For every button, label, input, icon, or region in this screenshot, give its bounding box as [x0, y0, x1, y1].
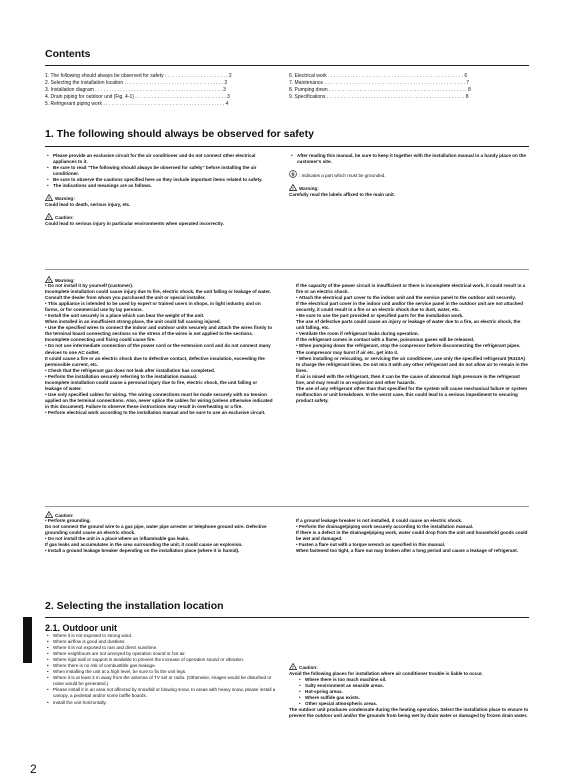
toc-entry[interactable]: 1. The following should always be observed for safety . . . . . . . . . . . . . . . . . . . . . . . 2	[45, 73, 232, 79]
location-list	[45, 633, 277, 706]
location-item: • Where airflow is good and dustless.	[53, 639, 277, 645]
warning-label: Warning:	[55, 196, 75, 202]
svg-text:!: !	[292, 664, 294, 670]
caut-block-label: Caution:	[55, 513, 74, 518]
toc-entry[interactable]: 3. Installation diagram . . . . . . . . . . . . . . . . . . . . . . . . . . . . . . . . . . . . . . . . . . . . . . 3	[45, 87, 226, 93]
warning-right-label: Warning:	[299, 186, 319, 192]
location-item: • Where it is not exposed to strong wind.	[53, 633, 277, 639]
location-item: • Where it is not exposed to rain and direct sunshine.	[53, 645, 277, 651]
section-1-title: 1. The following should always be observed for safety	[45, 128, 314, 140]
ground-icon	[289, 170, 297, 178]
intro-item: • Be sure to observe the cautions specified here as they include important items related to safety.	[53, 177, 275, 183]
divider	[45, 65, 529, 66]
ground-text: : Indicates a part which must be grounded.	[299, 173, 386, 179]
contents-title: Contents	[45, 48, 91, 60]
caution-item: • Hot-spring areas.	[305, 689, 529, 695]
divider	[45, 146, 529, 147]
location-item: • Please install it in an area not affected by snowfall or blowing snow. In areas with heavy snow, please install a canopy, a pedestal and/or some baffle boards.	[53, 687, 277, 699]
caution-item: • Salty environment as seaside areas.	[305, 683, 529, 689]
subsection-title: 2.1. Outdoor unit	[45, 623, 117, 633]
toc-entry[interactable]: 8. Pumping down . . . . . . . . . . . . . . . . . . . . . . . . . . . . . . . . . . . . . . . . . . . . . . . . . . 8	[289, 87, 471, 93]
caution-item: • Other special atmospheric areas.	[305, 701, 529, 707]
caution-icon	[45, 213, 53, 220]
caution-icon	[289, 663, 297, 670]
warn-block-right: If the capacity of the power circuit is insufficient or there is incomplete electrical work, it could result in a fire or an electric shock. • Attach the electrical part cover to the indoor unit and the service panel to the outdoor unit securely. If the electrical part cover in the indoor unit and/or the service panel in the outdoor unit are not attached securely, it could result in a fire or an electric shock due to dust, water, etc. • Be sure to use the part provided or specified parts for the installation work. The use of defective parts could cause an injury or leakage of water due to a fire, an electric shock, the unit falling, etc. • Ventilate the room if refrigerant leaks during operation. If the refrigerant comes in contact with a flame, poisonous gases will be released. • When pumping down the refrigerant, stop the compressor before disconnecting the refrigerant pipes. The compressor may burst if air etc. get into it. • When installing or relocating, or servicing the air conditioner, use only the specified refrigerant (R410A) to charge the refrigerant lines. Do not mix it with any other refrigerant and do not allow air to remain in the lines. If air is mixed with the refrigerant, then it can be the cause of abnormal high pressure in the refrigerant line, and may result in an explosion and other hazards. The use of any refrigerant other than that specified for the system will cause mechanical failure or system malfunction or unit breakdown. In the worst case, this could lead to a serious impediment to securing product safety.	[296, 283, 528, 403]
caution-icon	[45, 511, 53, 518]
location-item: • When installing the unit at a high level, be sure to fix the unit legs.	[53, 669, 277, 675]
svg-text:!: !	[292, 186, 294, 192]
location-item: • Where neighbours are not annoyed by operation sound or hot air.	[53, 651, 277, 657]
caution-outro: The outdoor unit produces condensate during the heating operation. Select the installation place to ensure to prevent the outdoor unit and/or the grounds from being wet by drain water or damaged by frozen drain water.	[289, 707, 529, 719]
svg-text:!: !	[48, 277, 50, 283]
caution-label: Caution:	[55, 215, 74, 221]
warn-block-left: • Do not install it by yourself (customer). Incomplete installation could cause injury due to fire, electric shock, the unit falling or leakage of water. Consult the dealer from whom you purchased the unit or special installer. • This appliance is intended to be used by expert or trained users in shops, in light industry and on farms, or for commercial use by lay persons. • Install the unit securely in a place which can bear the weight of the unit. When installed in an insufficient strong place, the unit could fall causing injured. • Use the specified wires to connect the indoor and outdoor units securely and attach the wires firmly to the terminal board connecting sections so the stress of the wires is not applied to the sections. Incomplete connecting and fixing could cause fire. • Do not use intermediate connection of the power cord or the extension cord and do not connect many devices to one AC outlet. It could cause a fire or an electric shock due to defective contact, defective insulation, exceeding the permissible current, etc. • Check that the refrigerant gas does not leak after installation has completed. • Perform the installation securely referring to the installation manual. Incomplete installation could cause a personal injury due to fire, electric shock, the unit falling or leakage of water. • Use only specified cables for wiring. The wiring connections must be made securely with no tension applied on the terminal connections. Also, never splice the cables for wiring (unless otherwise indicated in this document). Failure to observe these instructions may result in overheating or a fire. • Perform electrical work according to the installation manual and be sure to use an exclusive circuit.	[45, 283, 273, 415]
warning-icon	[289, 184, 297, 191]
caution-meaning: Could lead to serious injury in particular environments when operated incorrectly.	[45, 221, 224, 227]
location-item: • Install the unit horizontally.	[53, 700, 277, 706]
warn-block-label: Warning:	[55, 278, 75, 283]
location-caution	[289, 663, 529, 719]
caution-label: Caution:	[299, 665, 318, 670]
warning-right-text: Carefully read the labels affixed to the main unit.	[289, 192, 395, 198]
intro-item: • Be sure to read "The following should always be observed for safety" before installing the air conditioner.	[53, 165, 275, 177]
location-item: • Where rigid wall or support is available to prevent the increase of operation sound or vibration.	[53, 657, 277, 663]
intro-item: • The indications and meanings are as follows.	[53, 183, 275, 189]
svg-text:!: !	[48, 215, 50, 221]
warning-icon	[45, 194, 53, 201]
location-item: • Where it is at least 3 m away from the antenna of TV set or radio. (Otherwise, images would be disturbed or noise would be generated.)	[53, 675, 277, 687]
intro-right	[289, 153, 529, 198]
intro-left	[45, 153, 275, 227]
caution-intro: Avoid the following places for installation where air conditioner trouble is liable to occur.	[289, 671, 483, 677]
caution-item: • Where sulfide gas exists.	[305, 695, 529, 701]
language-tab	[23, 617, 32, 663]
section-2-title: 2. Selecting the installation location	[45, 600, 224, 612]
intro-item: • Please provide an exclusive circuit for the air conditioner and do not connect other electrical appliances to it.	[53, 153, 275, 165]
toc-entry[interactable]: 5. Refrigerant piping work . . . . . . . . . . . . . . . . . . . . . . . . . . . . . . . . . . . . . . . . . . . . 4	[45, 101, 229, 107]
warning-icon	[45, 276, 53, 283]
toc-entry[interactable]: 9. Specifications . . . . . . . . . . . . . . . . . . . . . . . . . . . . . . . . . . . . . . . . . . . . . . . . . . 8	[289, 94, 469, 100]
location-item: • Where there is no risk of combustible gas leakage.	[53, 663, 277, 669]
divider	[45, 506, 529, 507]
divider	[45, 269, 529, 270]
page-number: 2	[30, 762, 37, 776]
caution-block-left: • Perform grounding. Do not connect the ground wire to a gas pipe, water pipe arrester or telephone ground wire. Defective grounding could cause an electric shock. • Do not install the unit in a place where an inflammable gas leaks. If gas leaks and accumulates in the area surrounding the unit, it could cause an explosion. • Install a ground leakage breaker depending on the installation place (where it is humid).	[45, 518, 267, 554]
toc-entry[interactable]: 7. Maintenance . . . . . . . . . . . . . . . . . . . . . . . . . . . . . . . . . . . . . . . . . . . . . . . . . . . 7	[289, 80, 470, 86]
toc-entry[interactable]: 6. Electrical work . . . . . . . . . . . . . . . . . . . . . . . . . . . . . . . . . . . . . . . . . . . . . . . . . 6	[289, 73, 468, 79]
intro-right-item: • After reading this manual, be sure to keep it together with the installation manual in a handy place on the customer's site.	[297, 153, 529, 165]
warning-meaning: Could lead to death, serious injury, etc.	[45, 202, 131, 208]
caution-item: • Where there is too much machine oil.	[305, 677, 529, 683]
toc-entry[interactable]: 2. Selecting the installation location . . . . . . . . . . . . . . . . . . . . . . . . . . . . . . . . . . . . 2	[45, 80, 228, 86]
divider	[45, 617, 529, 618]
toc-entry[interactable]: 4. Drain piping for outdoor unit (Fig. 4-1) . . . . . . . . . . . . . . . . . . . . . . . . . . . . . . . . . 3	[45, 94, 230, 100]
svg-text:!: !	[48, 196, 50, 202]
caution-block-right: If a ground leakage breaker is not installed, it could cause an electric shock. • Perform the drainage/piping work securely according to the installation manual. If there is a defect in the drainage/piping work, water could drop from the unit and household goods could be wet and damaged. • Fasten a flare nut with a torque wrench as specified in this manual. When fastened too tight, a flare nut may broken after a long period and cause a leakage of refrigerant.	[296, 518, 528, 554]
svg-text:!: !	[48, 512, 50, 518]
